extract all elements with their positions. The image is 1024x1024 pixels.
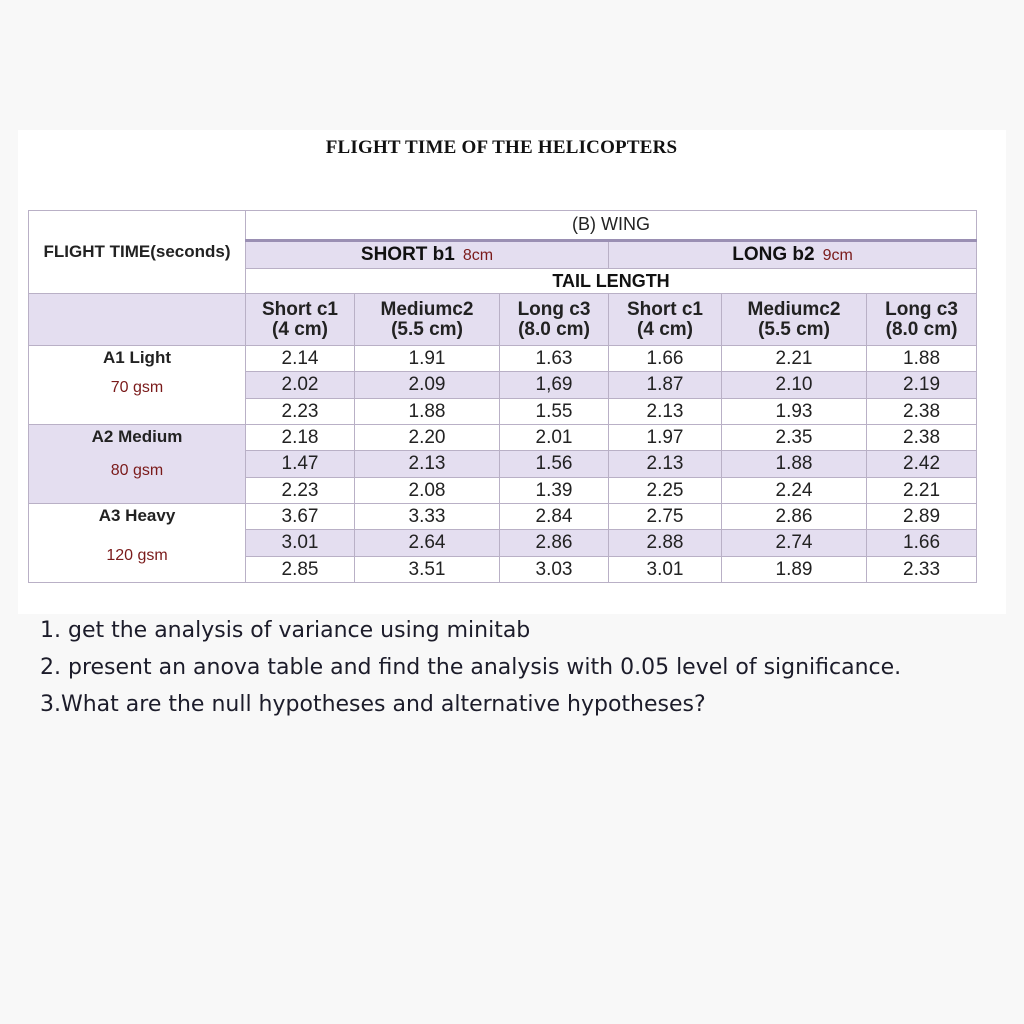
row-group-weight: 120 gsm xyxy=(106,547,168,564)
table-cell: 1.56 xyxy=(500,451,609,478)
question-list xyxy=(40,612,1000,723)
table-cell: 3.51 xyxy=(355,557,500,583)
table-cell: 2.42 xyxy=(867,451,977,478)
table-cell: 1.55 xyxy=(500,399,609,425)
group-long-b2 xyxy=(609,240,977,269)
table-cell: 1,69 xyxy=(500,372,609,399)
table-cell: 2.13 xyxy=(609,399,722,425)
table-cell: 2.86 xyxy=(500,530,609,557)
table-cell: 2.09 xyxy=(355,372,500,399)
table-cell: 1.66 xyxy=(609,346,722,372)
table-cell: 3.03 xyxy=(500,557,609,583)
table-cell: 1.66 xyxy=(867,530,977,557)
table-cell: 1.88 xyxy=(355,399,500,425)
column-name: Mediumc2 xyxy=(747,298,841,320)
row-group-label xyxy=(29,425,246,504)
column-header xyxy=(500,294,609,346)
table-cell: 1.88 xyxy=(867,346,977,372)
table-cell: 1.87 xyxy=(609,372,722,399)
table-row xyxy=(29,504,977,530)
table-cell: 2.20 xyxy=(355,425,500,451)
row-group-weight: 80 gsm xyxy=(110,462,164,479)
table-cell: 2.25 xyxy=(609,478,722,504)
table-cell: 3.01 xyxy=(609,557,722,583)
table-cell: 2.21 xyxy=(867,478,977,504)
table-cell: 2.74 xyxy=(722,530,867,557)
column-header xyxy=(246,294,355,346)
question-item: 1. get the analysis of variance using minitab xyxy=(40,618,531,643)
column-size: (5.5 cm) xyxy=(758,318,830,340)
document-title: FLIGHT TIME OF THE HELICOPTERS xyxy=(325,137,678,158)
table-cell: 2.89 xyxy=(867,504,977,530)
row-group-weight: 70 gsm xyxy=(110,379,164,396)
table-cell: 2.01 xyxy=(500,425,609,451)
table-cell: 2.88 xyxy=(609,530,722,557)
table-cell: 1.47 xyxy=(246,451,355,478)
column-header xyxy=(355,294,500,346)
column-size: (8.0 cm) xyxy=(518,318,590,340)
table-body xyxy=(29,346,977,583)
table-cell: 1.91 xyxy=(355,346,500,372)
row-group-label xyxy=(29,346,246,425)
column-size: (5.5 cm) xyxy=(391,318,463,340)
question-item: 3.What are the null hypotheses and alternative hypotheses? xyxy=(40,692,706,717)
column-name: Long c3 xyxy=(885,298,958,320)
table-cell: 3.33 xyxy=(355,504,500,530)
wing-header-cell xyxy=(246,211,977,241)
table-cell: 2.38 xyxy=(867,425,977,451)
corner-label: FLIGHT TIME(seconds) xyxy=(43,242,231,261)
table-cell: 1.93 xyxy=(722,399,867,425)
table-cell: 2.13 xyxy=(355,451,500,478)
table-row xyxy=(29,425,977,451)
table-cell: 2.13 xyxy=(609,451,722,478)
table-cell: 2.10 xyxy=(722,372,867,399)
corner-label-cell xyxy=(29,211,246,294)
table-cell: 2.35 xyxy=(722,425,867,451)
table-cell: 3.01 xyxy=(246,530,355,557)
group-unit: 9cm xyxy=(822,246,853,264)
column-size: (8.0 cm) xyxy=(885,318,958,340)
column-name: Long c3 xyxy=(517,298,591,320)
question-item: 2. present an anova table and find the analysis with 0.05 level of significance. xyxy=(40,655,902,680)
table-cell: 2.75 xyxy=(609,504,722,530)
wing-header: (B) WING xyxy=(572,214,651,235)
table-cell: 2.38 xyxy=(867,399,977,425)
table-cell: 2.18 xyxy=(246,425,355,451)
row-group-label xyxy=(29,504,246,583)
table-cell: 2.02 xyxy=(246,372,355,399)
table-cell: 1.89 xyxy=(722,557,867,583)
tail-length-header: TAIL LENGTH xyxy=(552,270,670,291)
table-cell: 2.64 xyxy=(355,530,500,557)
column-header xyxy=(867,294,977,346)
column-header xyxy=(722,294,867,346)
table-cell: 2.19 xyxy=(867,372,977,399)
row-group-name: A2 Medium xyxy=(91,427,183,446)
row-group-name: A1 Light xyxy=(103,348,171,367)
table-cell: 2.21 xyxy=(722,346,867,372)
table-cell: 1.97 xyxy=(609,425,722,451)
column-header xyxy=(609,294,722,346)
flight-time-table xyxy=(28,210,977,583)
table-cell: 3.67 xyxy=(246,504,355,530)
table-cell: 2.08 xyxy=(355,478,500,504)
group-unit: 8cm xyxy=(462,246,494,264)
table-cell: 1.63 xyxy=(500,346,609,372)
column-size: (4 cm) xyxy=(272,318,328,340)
column-name: Short c1 xyxy=(261,298,339,320)
table-cell: 2.24 xyxy=(722,478,867,504)
group-label: LONG b2 xyxy=(732,243,815,265)
table-cell: 1.88 xyxy=(722,451,867,478)
table-cell: 2.23 xyxy=(246,399,355,425)
row-group-name: A3 Heavy xyxy=(98,506,176,525)
table-cell: 2.85 xyxy=(246,557,355,583)
column-name: Mediumc2 xyxy=(380,298,474,320)
table-cell: 2.23 xyxy=(246,478,355,504)
tail-length-header-cell xyxy=(246,269,977,294)
column-name: Short c1 xyxy=(626,298,704,320)
group-short-b1 xyxy=(246,240,609,269)
table-cell: 1.39 xyxy=(500,478,609,504)
group-label: SHORT b1 xyxy=(360,243,455,265)
table-row xyxy=(29,346,977,372)
table-cell: 2.14 xyxy=(246,346,355,372)
table-cell: 2.33 xyxy=(867,557,977,583)
table-cell: 2.84 xyxy=(500,504,609,530)
column-header-blank xyxy=(29,294,246,346)
column-size: (4 cm) xyxy=(637,318,693,340)
table-cell: 2.86 xyxy=(722,504,867,530)
